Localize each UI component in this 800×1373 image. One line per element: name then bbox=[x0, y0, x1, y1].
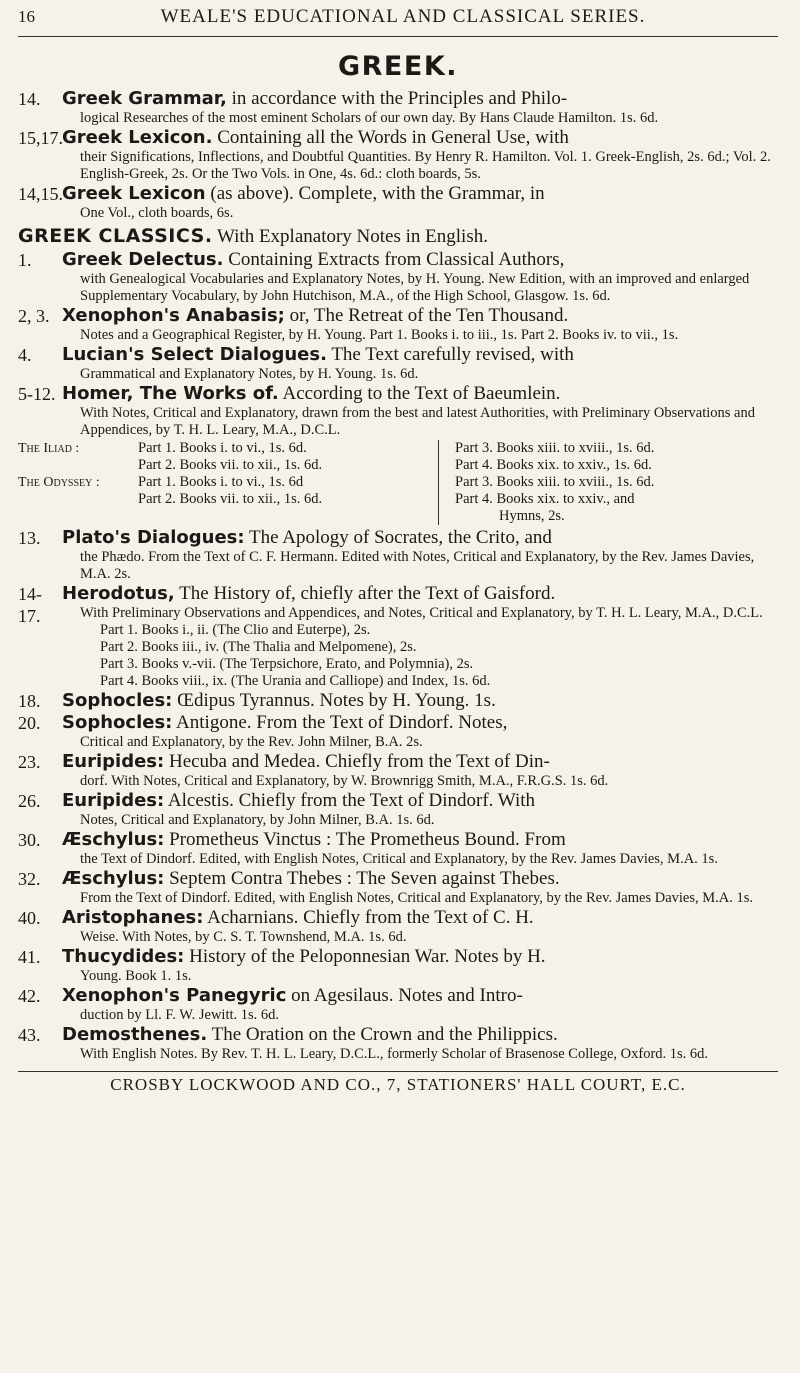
catalogue-entry bbox=[18, 829, 778, 868]
entry-number: 13. bbox=[18, 528, 41, 548]
catalogue-entry bbox=[18, 690, 778, 712]
entry-title: Greek Lexicon bbox=[62, 183, 206, 204]
footer-rule bbox=[18, 1071, 778, 1072]
entry-description: Notes, Critical and Explanatory, by John Milner, B.A. 1s. 6d. bbox=[80, 812, 435, 828]
entry-description: logical Researches of the most eminent Scholars of our own day. By Hans Claude Hamilton. 1s. 6d. bbox=[80, 110, 659, 126]
entry-description: With English Notes. By Rev. T. H. L. Leary, D.C.L., formerly Scholar of Brasenose College, Oxford. 1s. 6d. bbox=[80, 1046, 709, 1062]
entry-title: Sophocles: bbox=[62, 690, 173, 711]
entry-number: 2, 3. bbox=[18, 306, 50, 326]
page-title: GREEK. bbox=[337, 51, 459, 82]
entry-number: 15,17. bbox=[18, 128, 63, 148]
entry-number: 42. bbox=[18, 986, 41, 1006]
entry-description: duction by Ll. F. W. Jewitt. 1s. 6d. bbox=[80, 1007, 280, 1023]
running-header bbox=[18, 6, 778, 34]
homer-parts-table bbox=[18, 440, 778, 525]
entry-title: Lucian's Select Dialogues. bbox=[62, 344, 327, 365]
catalogue-entry bbox=[18, 751, 778, 790]
entry-subtitle: History of the Peloponnesian War. Notes by H. bbox=[184, 946, 546, 967]
entry-subtitle: The Text carefully revised, with bbox=[326, 344, 574, 365]
entry-number: 18. bbox=[18, 691, 41, 711]
entry-number: 32. bbox=[18, 869, 41, 889]
entry-subtitle: Septem Contra Thebes : The Seven against Thebes. bbox=[164, 868, 560, 889]
entry-subtitle: Hecuba and Medea. Chiefly from the Text of Din- bbox=[164, 751, 550, 772]
entry-number: 43. bbox=[18, 1025, 41, 1045]
catalogue-entry bbox=[18, 868, 778, 907]
entry-number: 14,15. bbox=[18, 184, 63, 204]
entry-description: their Significations, Inflections, and Doubtful Quantities. By Henry R. Hamilton. Vol. 1. Greek-English, 2s. 6d.; Vol. 2. English-Greek, 2s. Or the Two Vols. in One, 4s. 6d.: cloth boards, 5s. bbox=[80, 149, 771, 182]
homer-labels: The Iliad : The Odyssey : bbox=[18, 441, 100, 490]
entry-subtitle: (as above). Complete, with the Grammar, in bbox=[205, 183, 545, 204]
entry-title: Herodotus, bbox=[62, 583, 175, 604]
entry-description: the Text of Dindorf. Edited, with English Notes, Critical and Explanatory, by the Rev. James Davies, M.A. 1s. bbox=[80, 851, 718, 867]
entry-number: 4. bbox=[18, 345, 32, 365]
entry-number: 26. bbox=[18, 791, 41, 811]
entries-top bbox=[18, 88, 778, 222]
entry-subtitle: Acharnians. Chiefly from the Text of C. H. bbox=[203, 907, 534, 928]
entry-subtitle: or, The Retreat of the Ten Thousand. bbox=[284, 305, 569, 326]
catalogue-entry bbox=[18, 985, 778, 1024]
entry-number: 5-12. bbox=[18, 384, 56, 404]
entry-title: Sophocles: bbox=[62, 712, 173, 733]
entry-subtitle: Containing Extracts from Classical Authors, bbox=[223, 249, 565, 270]
entry-number: 14-17. bbox=[18, 584, 42, 626]
entry-title: Thucydides: bbox=[62, 946, 185, 967]
entry-number: 20. bbox=[18, 713, 41, 733]
entry-description: the Phædo. From the Text of C. F. Hermann. Edited with Notes, Critical and Explanatory, by the Rev. James Davies, M.A. 2s. bbox=[80, 549, 755, 582]
entry-description: One Vol., cloth boards, 6s. bbox=[80, 205, 234, 221]
entry-title: Xenophon's Panegyric bbox=[62, 985, 287, 1006]
catalogue-entry bbox=[18, 790, 778, 829]
entry-title: Greek Grammar, bbox=[62, 88, 227, 109]
entry-number: 14. bbox=[18, 89, 41, 109]
entry-title: Greek Lexicon. bbox=[62, 127, 213, 148]
catalogue-entry bbox=[18, 344, 778, 383]
classics-heading: GREEK CLASSICS. With Explanatory Notes in English. bbox=[18, 225, 488, 247]
catalogue-entry bbox=[18, 907, 778, 946]
series-title: WEALE'S EDUCATIONAL AND CLASSICAL SERIES. bbox=[160, 6, 646, 27]
publisher-imprint: CROSBY LOCKWOOD AND CO., 7, STATIONERS' HALL COURT, E.C. bbox=[110, 1075, 686, 1094]
catalogue-entry bbox=[18, 383, 778, 439]
entry-description: Weise. With Notes, by C. S. T. Townshend, M.A. 1s. 6d. bbox=[80, 929, 407, 945]
entry-title: Euripides: bbox=[62, 751, 165, 772]
entry-title: Greek Delectus. bbox=[62, 249, 224, 270]
entry-title: Aristophanes: bbox=[62, 907, 204, 928]
entry-subtitle: Œdipus Tyrannus. Notes by H. Young. 1s. bbox=[172, 690, 496, 711]
entry-title: Euripides: bbox=[62, 790, 165, 811]
entry-subtitle: According to the Text of Baeumlein. bbox=[278, 383, 561, 404]
entry-description: Young. Book 1. 1s. bbox=[80, 968, 192, 984]
catalogue-entry bbox=[18, 527, 778, 583]
catalogue-entry bbox=[18, 305, 778, 344]
entries-mid bbox=[18, 249, 778, 439]
entries-low bbox=[18, 527, 778, 1063]
homer-left-column: Part 1. Books i. to vi., 1s. 6d. Part 2. Books vii. to xii., 1s. 6d. Part 1. Books i. to vi., 1s. 6d Part 2. Books vii. to xii., 1s. 6d. bbox=[138, 440, 439, 525]
entry-subtitle: The Oration on the Crown and the Philippics. bbox=[207, 1024, 558, 1045]
catalogue-entry bbox=[18, 712, 778, 751]
entry-part: Part 1. Books i., ii. (The Clio and Euterpe), 2s. bbox=[100, 622, 371, 638]
entry-title: Æschylus: bbox=[62, 829, 165, 850]
entry-subtitle: The Apology of Socrates, the Crito, and bbox=[244, 527, 552, 548]
entry-title: Homer, The Works of. bbox=[62, 383, 279, 404]
entry-title: Demosthenes. bbox=[62, 1024, 208, 1045]
entry-description: With Notes, Critical and Explanatory, drawn from the best and latest Authorities, with Preliminary Observations and Appendices, by T. H. L. Leary, M.A., D.C.L. bbox=[80, 405, 755, 438]
entry-subtitle: Antigone. From the Text of Dindorf. Notes, bbox=[172, 712, 508, 733]
entry-subtitle: in accordance with the Principles and Philo- bbox=[226, 88, 568, 109]
entry-description: Critical and Explanatory, by the Rev. John Milner, B.A. 2s. bbox=[80, 734, 423, 750]
catalogue-entry bbox=[18, 127, 778, 183]
entry-subtitle: Containing all the Words in General Use, with bbox=[212, 127, 569, 148]
entry-description: Grammatical and Explanatory Notes, by H. Young. 1s. 6d. bbox=[80, 366, 419, 382]
catalogue-entry bbox=[18, 946, 778, 985]
entry-subtitle: The History of, chiefly after the Text of Gaisford. bbox=[174, 583, 556, 604]
entry-number: 1. bbox=[18, 250, 32, 270]
entry-number: 40. bbox=[18, 908, 41, 928]
catalogue-entry bbox=[18, 249, 778, 305]
catalogue-entry bbox=[18, 88, 778, 127]
homer-right-column: Part 3. Books xiii. to xviii., 1s. 6d. Part 4. Books xix. to xxiv., 1s. 6d. Part 3. Books xiii. to xviii., 1s. 6d. Part 4. Books xix. to xxiv., and Hymns, 2s. bbox=[455, 440, 655, 524]
entry-subtitle: Alcestis. Chiefly from the Text of Dindorf. With bbox=[164, 790, 536, 811]
page-number: 16 bbox=[18, 7, 35, 26]
entry-title: Plato's Dialogues: bbox=[62, 527, 245, 548]
entry-number: 41. bbox=[18, 947, 41, 967]
entry-description: dorf. With Notes, Critical and Explanatory, by W. Brownrigg Smith, M.A., F.R.G.S. 1s. 6d. bbox=[80, 773, 609, 789]
header-rule bbox=[18, 36, 778, 37]
entry-part: Part 4. Books viii., ix. (The Urania and Calliope) and Index, 1s. 6d. bbox=[100, 673, 491, 689]
entry-title: Xenophon's Anabasis; bbox=[62, 305, 285, 326]
entry-subtitle: on Agesilaus. Notes and Intro- bbox=[286, 985, 523, 1006]
entry-part: Part 2. Books iii., iv. (The Thalia and Melpomene), 2s. bbox=[100, 639, 417, 655]
catalogue-entry bbox=[18, 183, 778, 222]
entry-description: With Preliminary Observations and Appendices, and Notes, Critical and Explanatory, by T. H. L. Leary, M.A., D.C.L. bbox=[80, 605, 763, 621]
entry-number: 23. bbox=[18, 752, 41, 772]
catalogue-entry bbox=[18, 1024, 778, 1063]
entry-description: From the Text of Dindorf. Edited, with English Notes, Critical and Explanatory, by the Rev. James Davies, M.A. 1s. bbox=[80, 890, 753, 906]
entry-subtitle: Prometheus Vinctus : The Prometheus Bound. From bbox=[164, 829, 566, 850]
entry-description: Notes and a Geographical Register, by H. Young. Part 1. Books i. to iii., 1s. Part 2. Books iv. to vii., 1s. bbox=[80, 327, 679, 343]
catalogue-entry bbox=[18, 583, 778, 690]
entry-part: Part 3. Books v.-vii. (The Terpsichore, Erato, and Polymnia), 2s. bbox=[100, 656, 474, 672]
entry-description: with Genealogical Vocabularies and Explanatory Notes, by H. Young. New Edition, with an improved and enlarged Supplementary Vocabulary, by John Hutchison, M.A., of the High School, Glasgow. 1s. 6d. bbox=[80, 271, 750, 304]
entry-title: Æschylus: bbox=[62, 868, 165, 889]
entry-number: 30. bbox=[18, 830, 41, 850]
